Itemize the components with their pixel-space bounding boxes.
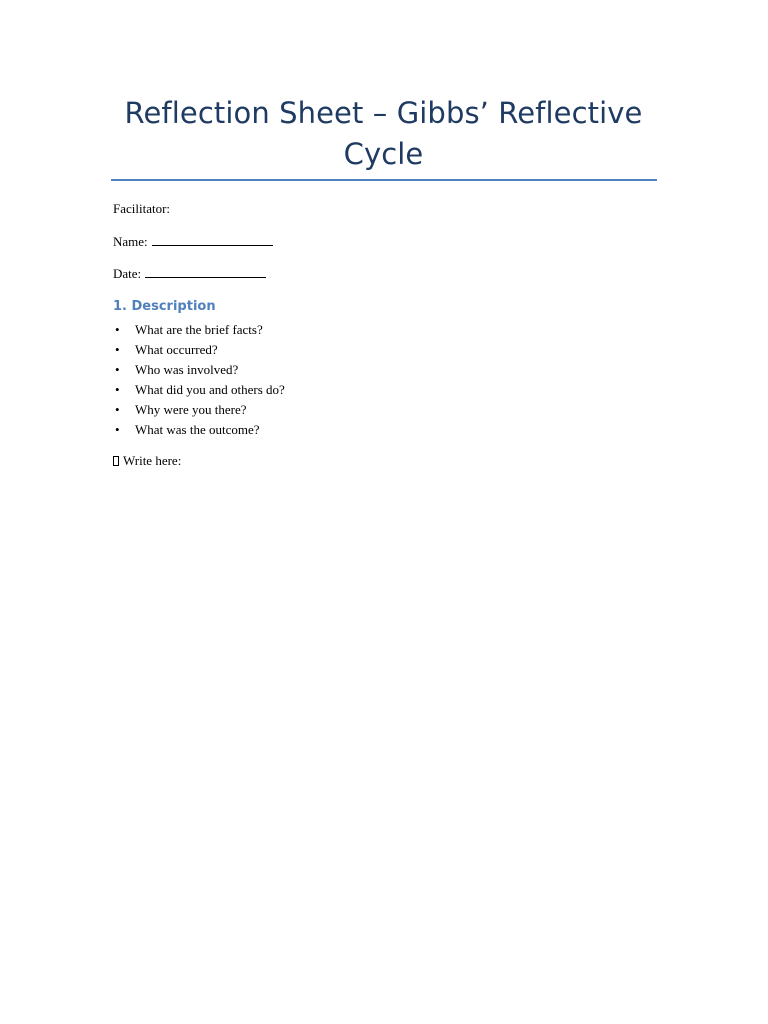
list-item [113, 422, 285, 442]
question-text: What occurred? [135, 342, 218, 357]
list-item [113, 322, 285, 342]
question-text: What did you and others do? [135, 382, 285, 397]
list-item [113, 402, 285, 422]
title-divider [111, 179, 657, 181]
description-question-list [113, 322, 285, 442]
list-item [113, 342, 285, 362]
date-blank-line[interactable] [145, 265, 266, 278]
missing-glyph-icon [113, 456, 119, 466]
facilitator-field [113, 201, 170, 217]
bullet-icon: • [115, 382, 120, 397]
bullet-icon: • [115, 322, 120, 337]
question-text: What was the outcome? [135, 422, 260, 437]
write-here-prompt[interactable] [113, 453, 181, 469]
question-text: Who was involved? [135, 362, 239, 377]
section-heading-description: 1. Description [113, 299, 216, 314]
bullet-icon: • [115, 422, 120, 437]
list-item [113, 362, 285, 382]
name-field [113, 233, 273, 250]
bullet-icon: • [115, 362, 120, 377]
question-text: What are the brief facts? [135, 322, 263, 337]
date-field [113, 265, 266, 282]
facilitator-label: Facilitator: [113, 201, 171, 216]
bullet-icon: • [115, 342, 120, 357]
date-label: Date: [113, 266, 142, 281]
bullet-icon: • [115, 402, 120, 417]
question-text: Why were you there? [135, 402, 247, 417]
name-label: Name: [113, 234, 148, 249]
write-here-label: Write here: [123, 453, 182, 468]
list-item [113, 382, 285, 402]
name-blank-line[interactable] [152, 233, 273, 246]
document-title: Reflection Sheet – Gibbs’ Reflective Cycle [124, 96, 643, 171]
